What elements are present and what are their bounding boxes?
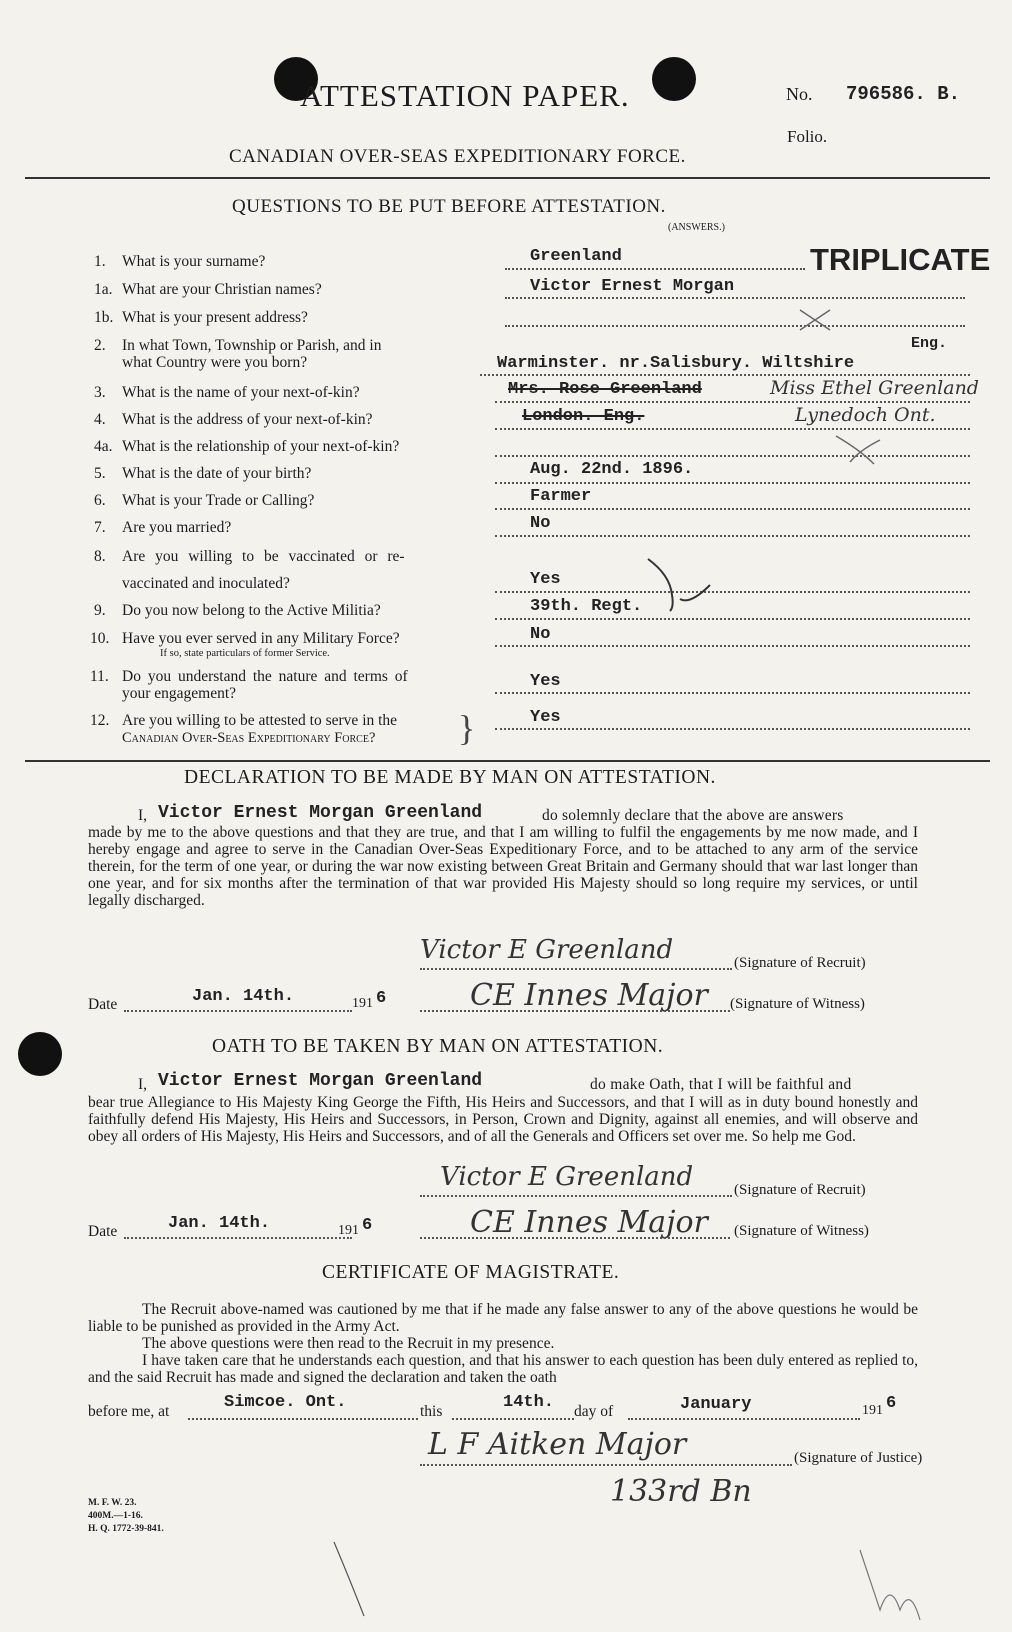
certificate-paragraph-1: The Recruit above-named was cautioned by me that if he made any false answer to any of the above questions he would be liable to be punished as provided in the Army Act. xyxy=(88,1301,918,1335)
answer-line xyxy=(480,374,970,376)
answer-active-militia: 39th. Regt. xyxy=(530,597,643,616)
answer-line xyxy=(495,728,970,730)
recruit-signature-label: (Signature of Recruit) xyxy=(734,1182,866,1198)
answer-trade: Farmer xyxy=(530,487,592,506)
answer-line xyxy=(495,618,970,620)
section-rule xyxy=(25,760,990,762)
witness-signature: CE Innes Major xyxy=(470,1205,708,1240)
answer-line xyxy=(495,455,970,457)
question-text: What is your surname? xyxy=(122,253,266,270)
answer-next-of-kin-struck: Mrs. Rose Greenland xyxy=(508,380,702,399)
signature-line xyxy=(420,1237,730,1239)
form-code: M. F. W. 23. xyxy=(88,1498,137,1508)
question-text: What is the name of your next-of-kin? xyxy=(122,384,360,401)
answer-line xyxy=(495,508,970,510)
recruit-signature: Victor E Greenland xyxy=(420,935,674,965)
oath-i: I, xyxy=(138,1076,148,1093)
recruit-signature: Victor E Greenland xyxy=(440,1162,694,1192)
answer-line xyxy=(495,591,970,593)
answer-next-of-kin-handwritten: Miss Ethel Greenland xyxy=(770,377,979,399)
pen-mark-icon xyxy=(330,1540,370,1620)
pen-mark-icon xyxy=(850,1540,930,1630)
question-text: what Country were you born? xyxy=(122,354,308,371)
signature-line xyxy=(420,1010,730,1012)
declaration-lead: do solemnly declare that the above are answers xyxy=(542,807,844,824)
question-text: In what Town, Township or Parish, and in xyxy=(122,337,382,354)
year-suffix: 6 xyxy=(362,1216,373,1235)
question-number: 7. xyxy=(94,519,106,536)
answer-line xyxy=(495,692,970,694)
question-text: Are you willing to be attested to serve in the xyxy=(122,712,398,729)
triplicate-stamp: TRIPLICATE xyxy=(810,242,991,277)
question-text: What are your Christian names? xyxy=(122,281,322,298)
question-text: your engagement? xyxy=(122,685,237,702)
question-number: 4. xyxy=(94,411,106,428)
answer-line xyxy=(495,401,970,403)
witness-signature-label: (Signature of Witness) xyxy=(734,1223,869,1239)
oath-date: Jan. 14th. xyxy=(168,1214,271,1233)
certificate-month: January xyxy=(680,1395,752,1414)
question-text: Are you married? xyxy=(122,519,232,536)
day-line xyxy=(452,1418,574,1420)
check-mark-icon xyxy=(790,300,850,340)
regimental-number: 796586. B. xyxy=(846,83,961,105)
print-run: 400M.—1-16. xyxy=(88,1511,143,1521)
question-text: What is the relationship of your next-of-kin? xyxy=(122,438,400,455)
day-of-label: day of xyxy=(574,1403,614,1420)
answer-line xyxy=(505,297,965,299)
answer-line xyxy=(495,428,970,430)
this-label: this xyxy=(420,1403,443,1420)
answer-line xyxy=(495,535,970,537)
document-title: ATTESTATION PAPER. xyxy=(300,78,630,113)
date-label: Date xyxy=(88,996,118,1013)
answer-military-service: No xyxy=(530,625,551,644)
question-text: What is the date of your birth? xyxy=(122,465,312,482)
certificate-paragraph-2: The above questions were then read to the Recruit in my presence. xyxy=(142,1335,555,1352)
oath-name: Victor Ernest Morgan Greenland xyxy=(158,1071,483,1091)
year-prefix: 191 xyxy=(338,1223,359,1238)
question-note: If so, state particulars of former Service. xyxy=(160,648,330,659)
answer-willing-to-serve: Yes xyxy=(530,708,561,727)
answer-next-of-kin-address-handwritten: Lynedoch Ont. xyxy=(795,404,936,426)
certificate-paragraph-3: I have taken care that he understands each question, and that his answer to each question has been duly entered as replied to, and the said Recruit has made and signed the declaration and taken the oath xyxy=(88,1352,918,1386)
answer-birthplace-country: Eng. xyxy=(911,335,948,352)
answer-married: No xyxy=(530,514,551,533)
question-number: 8. xyxy=(94,548,106,565)
header-rule xyxy=(25,177,990,179)
question-text: vaccinated and inoculated? xyxy=(122,575,290,592)
declaration-name: Victor Ernest Morgan Greenland xyxy=(158,803,483,823)
answer-vaccinated: Yes xyxy=(530,570,561,589)
witness-signature: CE Innes Major xyxy=(470,978,708,1013)
answer-birthplace: Warminster. nr.Salisbury. Wiltshire xyxy=(497,354,855,373)
answer-understand-terms: Yes xyxy=(530,672,561,691)
headquarters-reference: H. Q. 1772-39-841. xyxy=(88,1524,164,1534)
question-text: What is your present address? xyxy=(122,309,308,326)
number-label: No. xyxy=(786,84,813,104)
justice-signature-label: (Signature of Justice) xyxy=(794,1450,923,1466)
place-line xyxy=(188,1418,418,1420)
answer-line xyxy=(495,645,970,647)
questions-heading: QUESTIONS TO BE PUT BEFORE ATTESTATION. xyxy=(232,196,666,217)
question-text: Do you now belong to the Active Militia? xyxy=(122,602,381,619)
certificate-place: Simcoe. Ont. xyxy=(224,1393,347,1412)
question-text: What is your Trade or Calling? xyxy=(122,492,315,509)
signature-line xyxy=(420,1464,792,1466)
document-subtitle: CANADIAN OVER-SEAS EXPEDITIONARY FORCE. xyxy=(229,146,686,167)
question-text: Do you understand the nature and terms of xyxy=(122,668,408,685)
question-text: Canadian Over-Seas Expeditionary Force? xyxy=(122,730,376,746)
recruit-signature-label: (Signature of Recruit) xyxy=(734,955,866,971)
year-suffix: 6 xyxy=(886,1394,897,1413)
answer-line xyxy=(505,325,965,327)
date-line xyxy=(124,1237,352,1239)
signature-line xyxy=(420,1195,732,1197)
question-number: 2. xyxy=(94,337,106,354)
declaration-heading: DECLARATION TO BE MADE BY MAN ON ATTESTATION. xyxy=(184,767,716,788)
oath-heading: OATH TO BE TAKEN BY MAN ON ATTESTATION. xyxy=(212,1036,664,1057)
year-prefix: 191 xyxy=(862,1403,883,1418)
question-number: 11. xyxy=(90,668,109,685)
answer-christian-names: Victor Ernest Morgan xyxy=(530,277,735,296)
check-mark-icon xyxy=(640,555,720,615)
question-number: 4a. xyxy=(94,438,113,455)
question-number: 9. xyxy=(94,602,106,619)
witness-signature-label: (Signature of Witness) xyxy=(730,996,865,1012)
question-text: Are you willing to be vaccinated or re- xyxy=(122,548,405,565)
declaration-date: Jan. 14th. xyxy=(192,987,295,1006)
certificate-day: 14th. xyxy=(503,1393,555,1412)
declaration-body: made by me to the above questions and that they are true, and that I am willing to fulfil the engagements by me now made, and I hereby engage and agree to serve in the Canadian Over-Seas Expeditionary Force, and to be attached to any arm of the service therein, for the term of one year, or during the war now existing between Great Britain and Germany should that war last longer than one year, and for six months after the termination of that war provided His Majesty should so long require my services, or until legally discharged. xyxy=(88,824,918,909)
year-prefix: 191 xyxy=(352,996,373,1011)
year-suffix: 6 xyxy=(376,989,387,1008)
oath-body: bear true Allegiance to His Majesty King George the Fifth, His Heirs and Successors, and that I will as in duty bound honestly and faithfully defend His Majesty, His Heirs and Successors, in Person, Crown and Dignity, against all enemies, and will observe and obey all orders of His Majesty, His Heirs and Successors, and of all the Generals and Officers set over me. So help me God. xyxy=(88,1094,918,1145)
battalion-note: 133rd Bn xyxy=(610,1474,752,1509)
declaration-i: I, xyxy=(138,807,148,824)
question-number: 5. xyxy=(94,465,106,482)
question-number: 1a. xyxy=(94,281,113,298)
question-text: What is the address of your next-of-kin? xyxy=(122,411,373,428)
punch-hole xyxy=(18,1032,62,1076)
date-label: Date xyxy=(88,1223,118,1240)
question-number: 1. xyxy=(94,253,106,270)
signature-line xyxy=(420,968,732,970)
month-line xyxy=(628,1418,860,1420)
question-text: Have you ever served in any Military Force? xyxy=(122,630,400,647)
question-number: 3. xyxy=(94,384,106,401)
punch-hole xyxy=(652,57,696,101)
answers-label: (ANSWERS.) xyxy=(668,222,725,233)
justice-signature: L F Aitken Major xyxy=(428,1427,687,1462)
certificate-heading: CERTIFICATE OF MAGISTRATE. xyxy=(322,1262,620,1283)
date-line xyxy=(124,1010,352,1012)
question-number: 12. xyxy=(90,712,110,729)
answer-surname: Greenland xyxy=(530,247,622,266)
oath-lead: do make Oath, that I will be faithful and xyxy=(590,1076,852,1093)
question-number: 1b. xyxy=(94,309,114,326)
check-mark-icon xyxy=(830,430,890,470)
answer-line xyxy=(505,268,805,270)
answer-date-of-birth: Aug. 22nd. 1896. xyxy=(530,460,694,479)
brace: } xyxy=(458,708,476,748)
answer-line xyxy=(495,482,970,484)
before-me-label: before me, at xyxy=(88,1403,170,1420)
question-number: 10. xyxy=(90,630,110,647)
answer-next-of-kin-address-struck: London. Eng. xyxy=(522,407,645,426)
folio-label: Folio. xyxy=(787,127,828,146)
question-number: 6. xyxy=(94,492,106,509)
